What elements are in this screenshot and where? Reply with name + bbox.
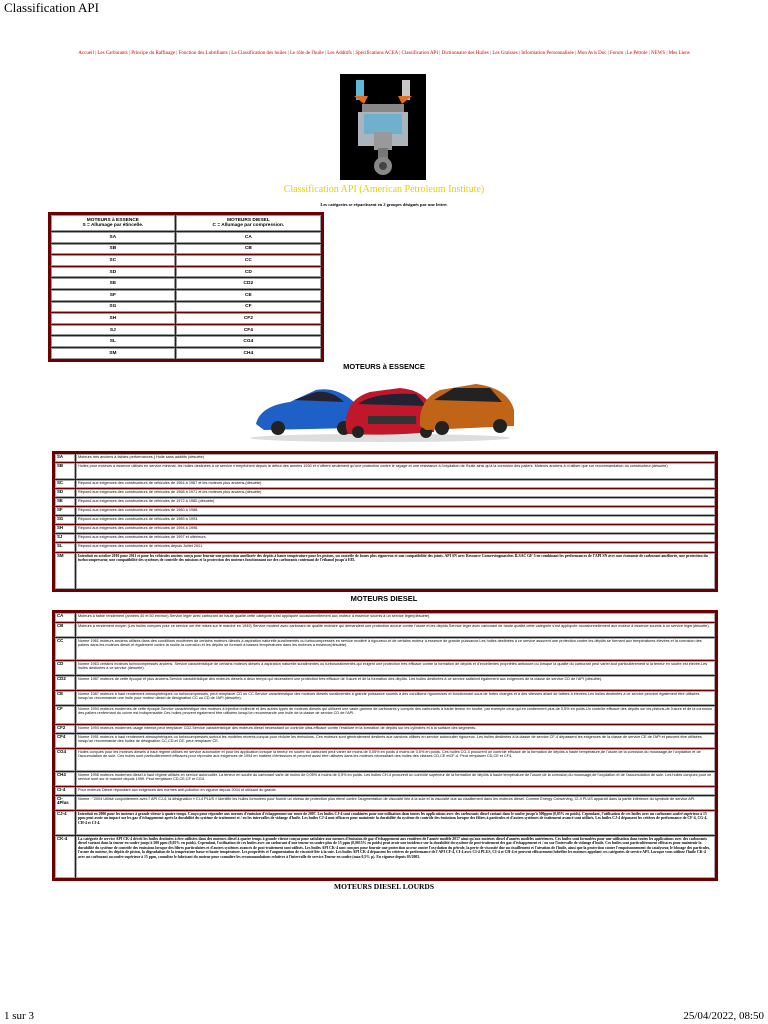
engine-piston-image: [340, 74, 426, 180]
category-code: CJ-4: [55, 811, 75, 835]
category-code: CK-4: [55, 836, 75, 878]
classification-table: [48, 212, 324, 362]
description-row: [55, 543, 715, 552]
nav-link[interactable]: Le Pétrole: [626, 51, 648, 56]
description-row: [55, 676, 715, 690]
category-description: Moteurs à faible rendement (années 40 et 50 environ).Service léger avec carburant de haute qualité,cette catégorie s'est appliquée occasionnellement aux moteur à essence soumis à un service léger(désuète).: [76, 613, 715, 622]
nav-separator: |: [647, 51, 652, 56]
description-row: [55, 553, 715, 589]
classification-row: [51, 290, 321, 301]
diesel-code: CD2: [176, 278, 321, 289]
category-description: Répond aux exigences des constructeurs de véhicules de 1994 à 1996.: [76, 525, 715, 533]
category-code: CE: [55, 691, 75, 705]
description-row: [55, 638, 715, 660]
description-row: [55, 811, 715, 835]
essence-code: SC: [51, 255, 175, 266]
essence-code: SL: [51, 336, 175, 347]
essence-code: SF: [51, 290, 175, 301]
description-row: [55, 507, 715, 515]
cars-image: [250, 378, 520, 442]
category-description: Norme 1987 moteurs de cette époque et plus anciens.Service caractéristique des moteurs diesels à deux temps qui nécessitent une protection très efficace de l'usure et de la formation des dépôts. Les huiles destinées à ce service satisfont également aux exigences de la classe de service CD de l'API (désuète).: [76, 676, 715, 690]
diesel-code: CD: [176, 267, 321, 278]
nav-separator: |: [517, 51, 522, 56]
diesel-code: CE: [176, 290, 321, 301]
nav-separator: |: [286, 51, 290, 56]
nav-link[interactable]: Classification API: [401, 51, 439, 56]
category-description: Norme 1991 moteurs à haut rendement atmosphériques ou turbocompressés,surtout les modèles récents,conçus pour réduire les émissions. Ces moteurs sont généralement destinés aux camions utilisés en service autoroutier rigoureux. Les huiles destinées à la classe de service CF-4 dépassent les exigences de la classe de service CE de l'API et peuvent être utilisées lorsqu'on recommande des huiles de désignation CC,CD,et CE. peut remplacer CE.: [76, 734, 715, 748]
category-description: Répond aux exigences des constructeurs de véhicules de 1997 et ultérieurs.: [76, 534, 715, 542]
essence-code: SG: [51, 302, 175, 313]
description-row: [55, 454, 715, 462]
category-code: SM: [55, 553, 75, 589]
nav-separator: |: [438, 51, 442, 56]
category-code: CA: [55, 613, 75, 622]
category-code: SJ: [55, 534, 75, 542]
description-row: [55, 498, 715, 506]
nav-link[interactable]: Principe du Raffinage: [131, 51, 176, 56]
nav-link[interactable]: La Classification des huiles: [231, 51, 287, 56]
print-timestamp: 25/04/2022, 08:50: [683, 1010, 764, 1022]
nav-link[interactable]: Forum: [609, 51, 624, 56]
classification-row: [51, 255, 321, 266]
intro-text: Les catégories se répartissent en 2 groupes désignés par une lettre:: [320, 202, 448, 207]
description-row: [55, 787, 715, 795]
category-description: Répond aux exigences des constructeurs de véhicules de 1972 à 1980.(désuète): [76, 498, 715, 506]
nav-link[interactable]: Information Personnalisée: [521, 51, 574, 56]
essence-description-table: [52, 451, 718, 592]
category-code: SA: [55, 454, 75, 462]
nav-separator: |: [93, 51, 98, 56]
classification-row: [51, 267, 321, 278]
diesel-description-table: [52, 610, 718, 881]
nav-separator: |: [323, 51, 328, 56]
category-code: CF2: [55, 725, 75, 733]
category-description: Répond aux exigences des constructeurs de véhicules de 1989 à 1993.: [76, 516, 715, 524]
diesel-code: CC: [176, 255, 321, 266]
nav-link[interactable]: Les Additifs: [327, 51, 352, 56]
essence-code: SB: [51, 244, 175, 255]
category-code: CF: [55, 706, 75, 724]
nav-bar: [20, 50, 748, 57]
diesel-code: CF4: [176, 325, 321, 336]
category-description: Huiles pour moteurs à essence utilisés en service minimal, les huiles destinées à ce service n'empêchent depuis le début des années 1930 et n'offrent seulement qu'une protection contre le rayage et une résistance à l'oxydation de l'huile ainsi qu'à la corrosion des paliers. Moteurs anciens à n'utiliser que sur recommandation du constructeur.(désuète): [76, 463, 715, 479]
essence-code: SE: [51, 278, 175, 289]
category-description: Huiles conçues pour les moteurs diesels à haut régime utilisés en service autoroutier et pour les application lorsque la teneur en soufre du carburant peut varier de moins de 0,05% en poids à moins de 0,5% en poids. Ces huiles CG-4 procurent un contrôle efficace de la formation de dépôts à haute température,de l'usure,de la corrosion,du moussage,de l'oxydation et de l'accumulation de suie. Ces huiles sont particulièrement efficaces pour répondre aux exigences de 1994 en matière d'émissions et peuvent aussi être utilisées dans les moteurs nécessitant des huiles des classes CD,CE etCF-4. Peut remplacer CD,CE et CF4.: [76, 749, 715, 771]
classification-row: [51, 302, 321, 313]
header-diesel: MOTEURS DIESEL C = Allumage par compression.: [176, 215, 321, 231]
nav-separator: |: [488, 51, 493, 56]
category-code: CD2: [55, 676, 75, 690]
category-description: Répond aux exigences des constructeurs de véhicules depuis Juillet 2001: [76, 543, 715, 552]
description-row: [55, 661, 715, 675]
api-title: Classification API (American Petroleum Institute): [283, 184, 485, 195]
nav-link[interactable]: Les Carburants: [97, 51, 128, 56]
category-code: CF4: [55, 734, 75, 748]
description-row: [55, 836, 715, 878]
category-code: CG4: [55, 749, 75, 771]
category-description: Norme 1963 certains moteurs turbocompressés anciens. Service caractéristique de certains moteurs diesels à aspiration naturelle,suralimentés ou turbosuralimentés,qui exigent une protection très efficace contre la formation de dépôts et d'excellentes propriétés antiusure,ou lorsque la qualité du carburant peut varier,tout particulièrement si la teneur en soufre est élevée.Les huiles destinées à ce service (désuète).: [76, 661, 715, 675]
essence-code: SA: [51, 232, 175, 243]
nav-separator: |: [665, 51, 669, 56]
description-row: [55, 525, 715, 533]
category-description: Moteurs très anciens à faibles performances,( Huile sans additifs (désuète): [76, 454, 715, 462]
description-row: [55, 706, 715, 724]
nav-separator: |: [573, 51, 578, 56]
header-essence: MOTEURS à ESSENCE S = Allumage par étincelle.: [51, 215, 175, 231]
classification-row: [51, 278, 321, 289]
diesel-code: CA: [176, 232, 321, 243]
description-row: [55, 534, 715, 542]
diesel-code: CF: [176, 302, 321, 313]
essence-code: SJ: [51, 325, 175, 336]
category-description: Répond aux exigences des constructeurs de véhicules de 1980 à 1988.: [76, 507, 715, 515]
category-description: Norme 1998 moteurs modernes diesel à haut régime utilisés en service autoroutier. La teneur en soufre du carburant varie de moins de 0,05% à moins de 0,5% en poids. Les huiles CH-4 procurent un contrôle supérieur de la formation de dépôts à haute température de l'usure,de la corrosion,du moussage,de l'oxydation et de l'accumulation de suie. Les huiles conçues pour ce service sont sur le marché depuis 1999. Peut remplacer CD,CE,CF et CG4.: [76, 772, 715, 786]
category-code: SE: [55, 498, 75, 506]
category-description: Norme 1987 moteurs à haut rendement atmosphériques ou turbocompressés, peut remplacer CD ou CC.Service caractéristique des moteurs diesels suralimentés à grande puissance soumis à des conditions rigoureuses et fonctionnant sous de fortes charges et à des vitesses allant de faibles à élevées.Les huiles destinées à ce service peuvent également être utilisées lorsqu'on recommande une huile pour moteur diesel de désignation CC ou CD de l'API (désuète).: [76, 691, 715, 705]
nav-link[interactable]: Dictionnaire des Huiles: [441, 51, 489, 56]
category-description: Moteurs à rendement moyen (Les huiles conçues pour ce service ont été mises sur le marché en 1949) Service modéré avec carburant de qualité moindre qui demandent une protection accrue contre l'usure et les dépôts.Service léger avec carburant de haute qualité,cette catégorie s'est appliquée occasionnellement aux moteur à essence soumis à un service léger(désuète).: [76, 623, 715, 637]
nav-link[interactable]: Accueil: [78, 51, 94, 56]
category-code: SH: [55, 525, 75, 533]
category-code: SD: [55, 489, 75, 497]
description-row: [55, 772, 715, 786]
category-description: Norme 1961 moteurs anciens utilisés dans des conditions modérées de certains moteurs diesels à aspiration naturelle,suralimentés ou turbocompressés en service modéré à rigoureux,et de certains moteur à essence de grande puissance.Les huiles destinées à ce service assurent une protection contre les dépôts se formant aux températures élevées et la corrosion des paliers dans les moteurs diesel et également contre la rouille,la corrosion et les dépôts se formant à basses températures dans les moteurs à essence(désuète).: [76, 638, 715, 660]
nav-link[interactable]: Spécifications ACEA: [355, 51, 399, 56]
description-row: [55, 749, 715, 771]
classification-row: [51, 313, 321, 324]
nav-separator: |: [351, 51, 356, 56]
category-description: Répond aux exigences des constructeurs de véhicules de 1968 à 1971 et les moteurs plus anciens.(désuète): [76, 489, 715, 497]
nav-separator: |: [127, 51, 132, 56]
category-description: Pour moteurs Diesel répondant aux exigences des normes anti-pollution en vigueur depuis 2004 et utilisant du gazole.: [76, 787, 715, 795]
category-description: Norme 1994 moteurs modernes usage intense,peut remplacer CD2.Service caractéristique des moteurs diesel nécessitant un contrôle ultra-efficace contre l'éraillure et la formation de dépôts sur les cylindres et à la surface des segments.: [76, 725, 715, 733]
category-description: Introduit en 2006 pour les moteurs à grande vitesse à quatre temps. Conçu pour répondre aux normes d'émission d'échappement sur route de 2007. Les huiles CJ-4 sont combinées pour une utilisation dans toutes les applications avec des carburants diesel variant dans le soufre jusqu'à 500ppm (0,05% en poids). Cependant, l'utilisation de ces huiles avec un carburant soufré supérieur à 15 ppm peut avoir un impact sur les gaz d'échappement après la durabilité du système de traitement et / ou les intervalles de vidange d'huile. Les huiles CJ-4 sont efficaces pour maintenir la durabilité du système de contrôle des émissions lorsque des filtres à particules et d'autres systèmes de traitement avancé sont utilisés. Les huiles CJ-4 dépassent les critères de performance de CF-4, CG-4, CH-4 et CI-4.: [76, 811, 715, 835]
category-description: La catégorie de service API CK-4 décrit les huiles destinées à être utilisées dans des moteurs diesel à quatre temps à grande vitesse conçus pour satisfaire aux normes d'émission de gaz d'échappement aux routières de l'année modèle 2017 ainsi qu'aux moteurs diesel d'années modèles antérieures. Ces huiles sont formulées pour une utilisation dans toutes les applications avec des carburants diesel variant dans la teneur en soufre jusqu'à 500 ppm (0,05% en poids). Cependant, l'utilisation de ces huiles avec un carburant d'une teneur en soufre plus de 15 ppm (0,0015% en poids) peut avoir une incidence sur la durabilité du système de post-traitement des gaz d'échappement et / ou sur l'intervalle de vidange d'huile. Ces huiles sont particulièrement efficaces pour maintenir la durabilité du système de contrôle des émissions lorsque des filtres particulaires et d'autres systèmes avancés de post-traitement sont utilisés. Les huiles API CK-4 sont conçues pour fournir une protection accrue contre l'oxydation du pétrole, la perte de viscosité due au cisaillement et l'aération de l'huile, ainsi que la protection contre l'empoisonnement du catalyseur, le blocage des particules, l'usure du moteur, les dépôts de piston, la dégradation de la température basse et haute température. Les propriétés et l'augmentation de viscosité liée à la suie. Les huiles API CK-4 dépassent les critères de performance de l'API CF-4, CI-4 avec CI-4 PLUS, CI-4 et CH-4 et peuvent efficacement lubrifier les moteurs appelant ces catégories de service API. Lorsque vous utilisez l'huile CK-4 avec un carburant au soufre supérieur à 15 ppm, consultez le fabricant du moteur pour connaître les recommandations relatives à l'intervalle de service.Teneur en soufre (max 0,5% p). En vigueur depuis 03/2003.: [76, 836, 715, 878]
description-row: [55, 516, 715, 524]
description-row: [55, 796, 715, 810]
description-row: [55, 734, 715, 748]
nav-separator: |: [398, 51, 402, 56]
nav-separator: |: [227, 51, 232, 56]
category-code: SC: [55, 480, 75, 488]
category-code: SG: [55, 516, 75, 524]
nav-link[interactable]: Mes Liens: [668, 51, 690, 56]
nav-link[interactable]: Fonction des Lubrifiants: [178, 51, 228, 56]
category-code: CI-4Plus: [55, 796, 75, 810]
description-row: [55, 489, 715, 497]
description-row: [55, 623, 715, 637]
nav-link[interactable]: NEWS: [651, 51, 666, 56]
category-description: Introduit en octobre 2010 pour 2011 et pour les véhicules anciens conçu pour fournir une protection améliorée des dépôts à haute température pour les pistons, un contrôle de boues plus rigoureux et une compatibilité des joints. API SN avec Resource Conservingmatches ILSAC GF-5 en combinant les performances de l'API SN avec une économie de carburant améliorée, une protection du turbocompresseur, une compatibilité des systèmes de contrôle des missions et la protection des moteurs fonctionnant sur des carburants contenant de l'éthanol jusqu'à E85.: [76, 553, 715, 589]
heavy-diesel-heading: MOTEURS DIESEL LOURDS: [333, 882, 435, 891]
description-row: [55, 613, 715, 622]
classification-row: [51, 325, 321, 336]
essence-code: SH: [51, 313, 175, 324]
category-code: SB: [55, 463, 75, 479]
category-code: CC: [55, 638, 75, 660]
category-code: CD: [55, 661, 75, 675]
classification-row: [51, 336, 321, 347]
category-code: CI-4: [55, 787, 75, 795]
category-code: CB: [55, 623, 75, 637]
description-row: [55, 463, 715, 479]
nav-separator: |: [606, 51, 610, 56]
category-code: SF: [55, 507, 75, 515]
classification-row: [51, 348, 321, 359]
nav-separator: |: [623, 51, 627, 56]
category-description: Norme 1994 moteurs modernes de cette époque.Service caractéristique des moteurs à injection indirecte et des autres types de moteurs diesels qui utilisent une vaste gamme de carburants y compris des carburants à haute teneur en soufre, par exemple ceux qui en contiennent plus de 0,5% en poids.Un contrôle efficace des dépôts sur les pistons,de l'usure et de la corrosion des paliers renfermant du cuivre est indispensable.Ces huiles peuvent également être utilisées lorsqu'on recommande une huile de la classe de service CD de l'API.: [76, 706, 715, 724]
nav-separator: |: [175, 51, 179, 56]
diesel-code: CH4: [176, 348, 321, 359]
essence-code: SM: [51, 348, 175, 359]
category-description: Norme : "2004 Utilisé conjointement avec l' API CJ-4, la désignation « CI-4 PLUS » identifie les huiles formulées pour fournir un niveau de protection plus élevé contre l'augmentation de viscosité liée à la suie et la viscosité due au cisaillement dans les moteurs diesel. Comme Energy Conserving, CI-4 PLUS apparaît dans la partie inférieure du symbole de service API.: [76, 796, 715, 810]
nav-link[interactable]: Mon Avis Doc: [577, 51, 607, 56]
diesel-code: CB: [176, 244, 321, 255]
page-number: 1 sur 3: [4, 1010, 34, 1022]
category-description: Répond aux exigences des constructeurs de véhicules de 1964 à 1967 et les moteurs plus anciens.(désuète): [76, 480, 715, 488]
category-code: CH4: [55, 772, 75, 786]
diesel-heading: MOTEURS DIESEL: [350, 594, 418, 603]
essence-heading: MOTEURS à ESSENCE: [343, 362, 425, 371]
category-code: SL: [55, 543, 75, 552]
diesel-code: CG4: [176, 336, 321, 347]
classification-row: [51, 244, 321, 255]
diesel-code: CF2: [176, 313, 321, 324]
nav-link[interactable]: Le rôle de l'huile: [289, 51, 324, 56]
description-row: [55, 725, 715, 733]
description-row: [55, 480, 715, 488]
nav-link[interactable]: Les Graisses: [492, 51, 518, 56]
description-row: [55, 691, 715, 705]
classification-row: [51, 232, 321, 243]
essence-code: SD: [51, 267, 175, 278]
page-title: Classification API: [4, 0, 99, 15]
